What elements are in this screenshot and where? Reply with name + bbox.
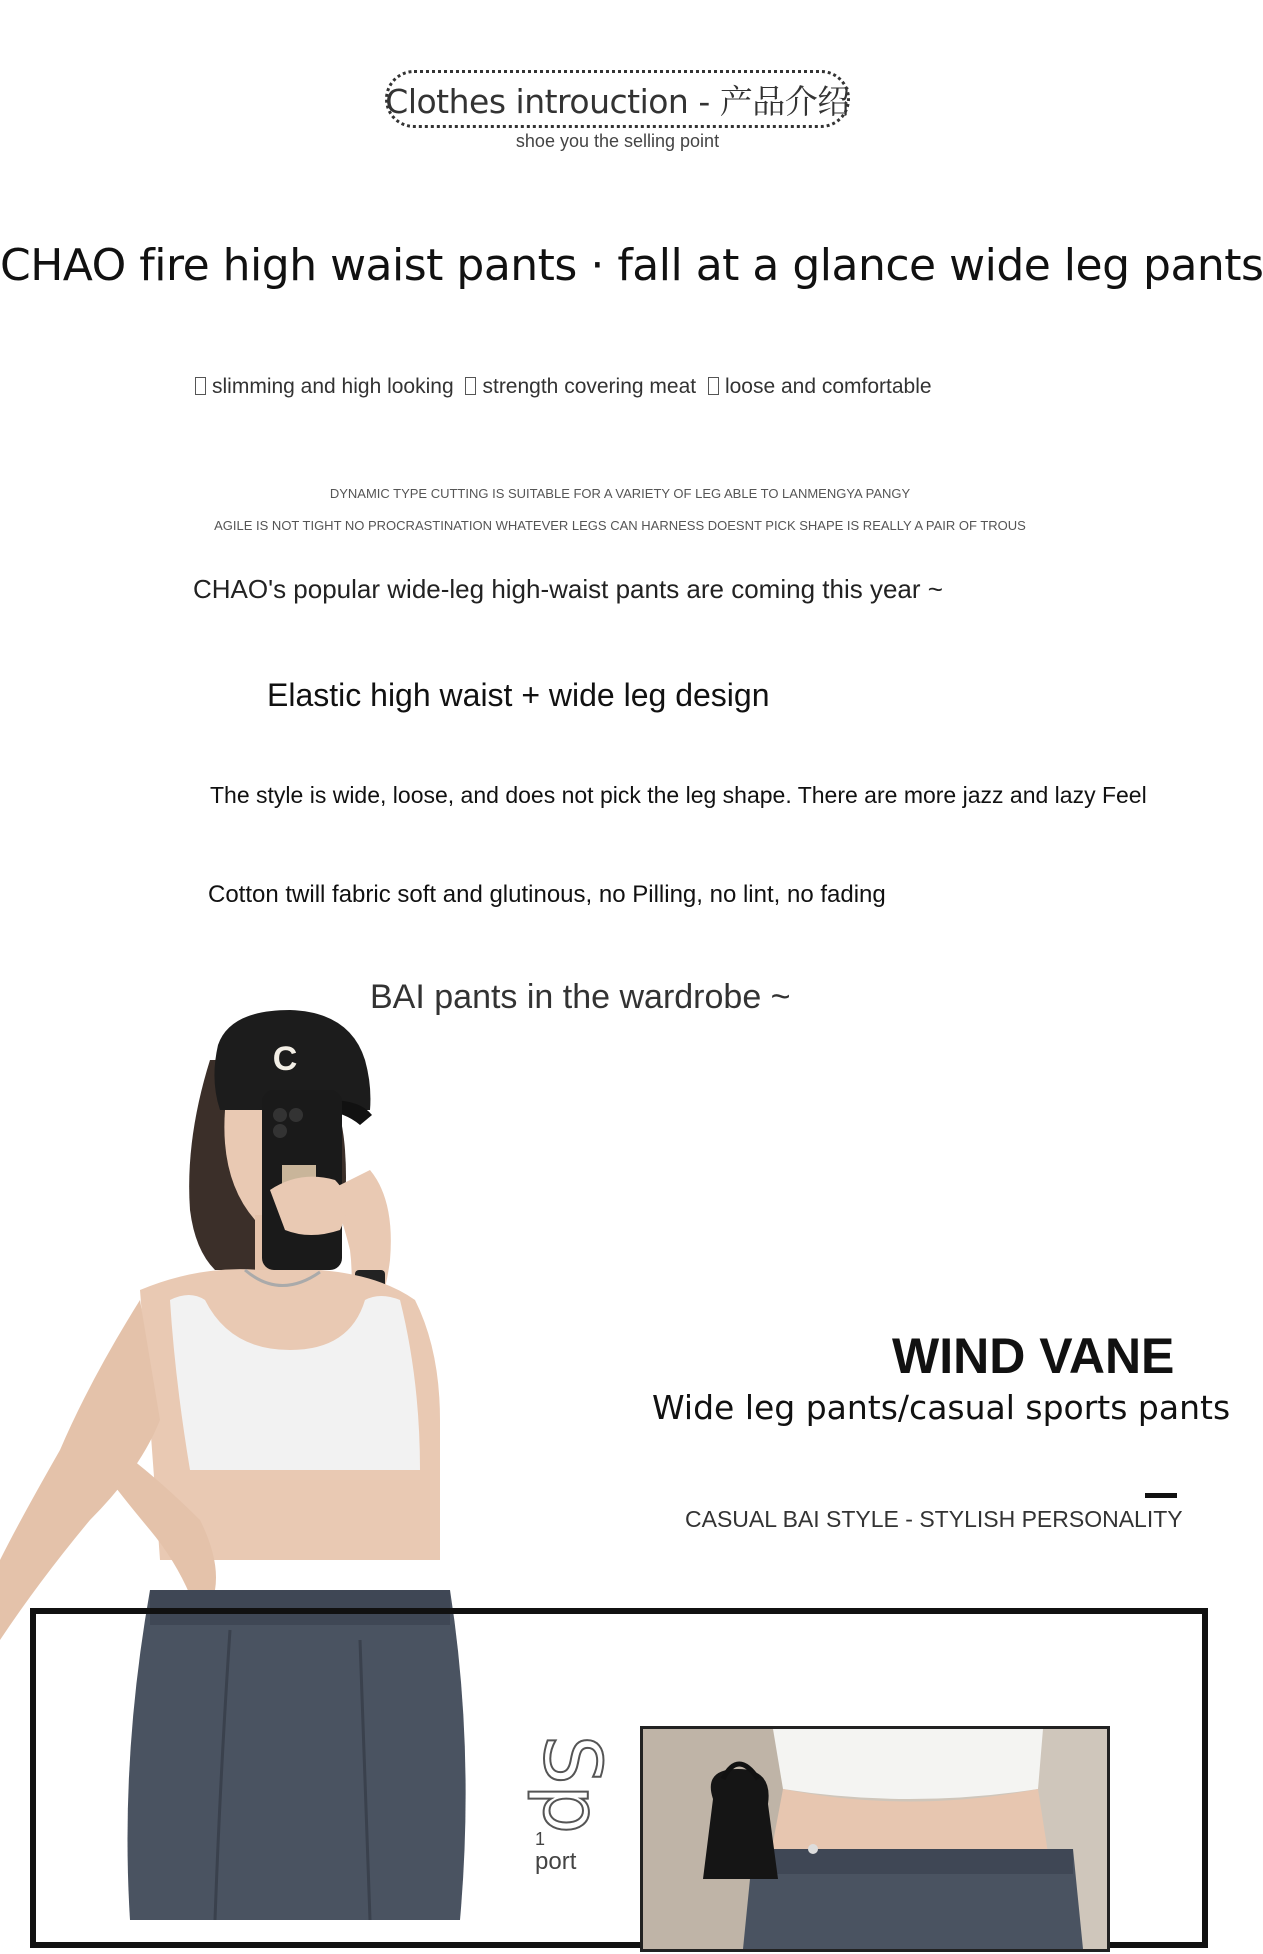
inset-photo <box>640 1726 1110 1952</box>
feature-list <box>195 375 938 399</box>
feature-item: strength covering meat <box>482 375 697 398</box>
promo-line-popular: CHAO's popular wide-leg high-waist pants are coming this year ~ <box>193 574 943 604</box>
bullet-box-icon <box>195 377 206 395</box>
section-header-subtitle: shoe you the selling point <box>515 131 720 151</box>
section-header-text: Clothes introuction - 产品介绍 <box>385 81 850 121</box>
svg-text:C: C <box>272 1040 298 1078</box>
promo-line-wardrobe: BAI pants in the wardrobe ~ <box>370 978 791 1016</box>
sport-label <box>535 1830 576 1876</box>
feature-item: slimming and high looking <box>212 375 454 398</box>
promo-line-fabric: Cotton twill fabric soft and glutinous, no Pilling, no lint, no fading <box>208 881 886 908</box>
sport-label-number: 1 <box>535 1829 546 1849</box>
brand-subtitle: Wide leg pants/casual sports pants <box>652 1388 1231 1427</box>
bullet-box-icon <box>708 377 719 395</box>
bullet-box-icon <box>465 377 476 395</box>
decorative-dash <box>1145 1493 1177 1498</box>
caps-description-2: AGILE IS NOT TIGHT NO PROCRASTINATION WHATEVER LEGS CAN HARNESS DOESNT PICK SHAPE IS REALLY A PAIR OF TROUS <box>214 518 1026 533</box>
feature-item: loose and comfortable <box>724 375 932 398</box>
vertical-sport-text <box>495 1715 616 1920</box>
promo-line-style: The style is wide, loose, and does not pick the leg shape. There are more jazz and lazy Feel <box>210 782 1147 808</box>
product-title: CHAO fire high waist pants · fall at a glance wide leg pants <box>0 240 1263 291</box>
brand-name: WIND VANE <box>892 1328 1175 1384</box>
svg-text:Sp: Sp <box>526 1735 616 1835</box>
promo-line-design: Elastic high waist + wide leg design <box>267 677 770 713</box>
caps-description-1: DYNAMIC TYPE CUTTING IS SUITABLE FOR A VARIETY OF LEG ABLE TO LANMENGYA PANGY <box>329 486 911 501</box>
inset-photo-illustration <box>643 1729 1107 1949</box>
sport-label-text: port <box>535 1848 577 1875</box>
brand-tagline: CASUAL BAI STYLE - STYLISH PERSONALITY <box>685 1506 1183 1532</box>
section-header-badge <box>385 70 850 128</box>
